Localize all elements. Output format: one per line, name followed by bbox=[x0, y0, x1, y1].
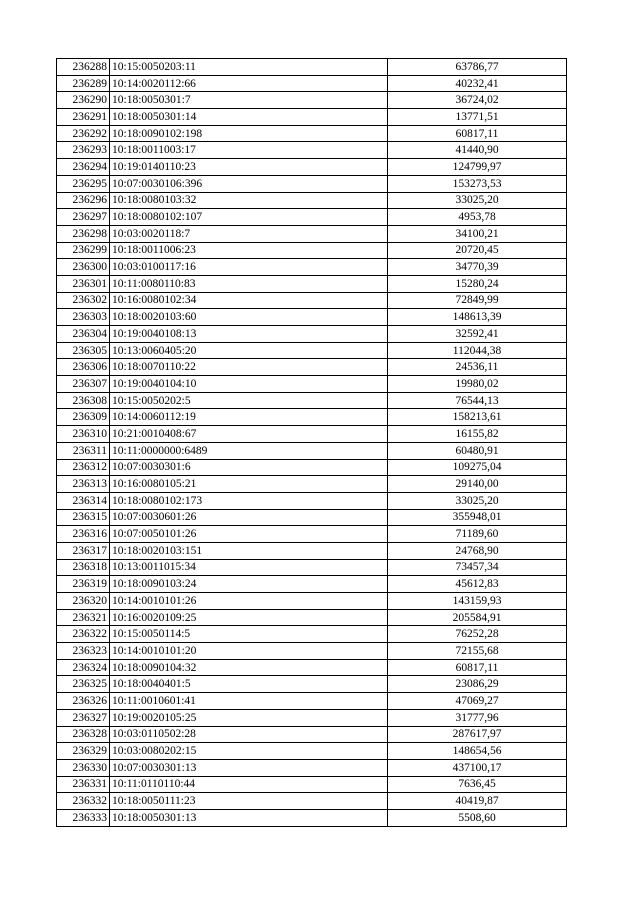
row-number-cell: 236311 bbox=[57, 442, 110, 459]
row-number-cell: 236299 bbox=[57, 242, 110, 259]
row-number-cell: 236330 bbox=[57, 759, 110, 776]
amount-cell: 34100,21 bbox=[388, 225, 567, 242]
cadastral-number-cell: 10:11:0000000:6489 bbox=[110, 442, 388, 459]
cadastral-number-cell: 10:03:0110502:28 bbox=[110, 726, 388, 743]
cadastral-number-cell: 10:14:0020112:66 bbox=[110, 75, 388, 92]
table-row bbox=[57, 793, 567, 810]
row-number-cell: 236326 bbox=[57, 693, 110, 710]
table-row bbox=[57, 175, 567, 192]
amount-cell: 205584,91 bbox=[388, 609, 567, 626]
row-number-cell: 236331 bbox=[57, 776, 110, 793]
amount-cell: 158213,61 bbox=[388, 409, 567, 426]
amount-cell: 13771,51 bbox=[388, 109, 567, 126]
amount-cell: 23086,29 bbox=[388, 676, 567, 693]
table-row bbox=[57, 659, 567, 676]
cadastral-number-cell: 10:21:0010408:67 bbox=[110, 426, 388, 443]
table-row bbox=[57, 693, 567, 710]
cadastral-number-cell: 10:18:0050111:23 bbox=[110, 793, 388, 810]
row-number-cell: 236310 bbox=[57, 426, 110, 443]
cadastral-number-cell: 10:13:0060405:20 bbox=[110, 342, 388, 359]
cadastral-number-cell: 10:18:0040401:5 bbox=[110, 676, 388, 693]
table-row bbox=[57, 442, 567, 459]
table-row bbox=[57, 409, 567, 426]
row-number-cell: 236304 bbox=[57, 326, 110, 343]
amount-cell: 16155,82 bbox=[388, 426, 567, 443]
amount-cell: 7636,45 bbox=[388, 776, 567, 793]
cadastral-number-cell: 10:16:0020109:25 bbox=[110, 609, 388, 626]
cadastral-number-cell: 10:18:0020103:60 bbox=[110, 309, 388, 326]
row-number-cell: 236297 bbox=[57, 209, 110, 226]
amount-cell: 24536,11 bbox=[388, 359, 567, 376]
cadastral-number-cell: 10:07:0030601:26 bbox=[110, 509, 388, 526]
table-row bbox=[57, 726, 567, 743]
table-row bbox=[57, 676, 567, 693]
amount-cell: 31777,96 bbox=[388, 709, 567, 726]
amount-cell: 33025,20 bbox=[388, 492, 567, 509]
row-number-cell: 236328 bbox=[57, 726, 110, 743]
table-row bbox=[57, 109, 567, 126]
amount-cell: 71189,60 bbox=[388, 526, 567, 543]
amount-cell: 40232,41 bbox=[388, 75, 567, 92]
row-number-cell: 236306 bbox=[57, 359, 110, 376]
amount-cell: 63786,77 bbox=[388, 59, 567, 76]
row-number-cell: 236325 bbox=[57, 676, 110, 693]
cadastral-number-cell: 10:19:0020105:25 bbox=[110, 709, 388, 726]
row-number-cell: 236293 bbox=[57, 142, 110, 159]
cadastral-number-cell: 10:16:0080102:34 bbox=[110, 292, 388, 309]
row-number-cell: 236296 bbox=[57, 192, 110, 209]
table-row bbox=[57, 125, 567, 142]
cadastral-number-cell: 10:18:0090103:24 bbox=[110, 576, 388, 593]
table-row bbox=[57, 542, 567, 559]
row-number-cell: 236316 bbox=[57, 526, 110, 543]
row-number-cell: 236303 bbox=[57, 309, 110, 326]
cadastral-number-cell: 10:07:0030301:6 bbox=[110, 459, 388, 476]
cadastral-number-cell: 10:19:0140110:23 bbox=[110, 159, 388, 176]
row-number-cell: 236298 bbox=[57, 225, 110, 242]
row-number-cell: 236288 bbox=[57, 59, 110, 76]
row-number-cell: 236327 bbox=[57, 709, 110, 726]
table-row bbox=[57, 59, 567, 76]
row-number-cell: 236307 bbox=[57, 376, 110, 393]
row-number-cell: 236321 bbox=[57, 609, 110, 626]
table-row bbox=[57, 142, 567, 159]
amount-cell: 15280,24 bbox=[388, 275, 567, 292]
cadastral-number-cell: 10:19:0040104:10 bbox=[110, 376, 388, 393]
cadastral-number-cell: 10:13:0011015:34 bbox=[110, 559, 388, 576]
cadastral-number-cell: 10:15:0050203:11 bbox=[110, 59, 388, 76]
amount-cell: 29140,00 bbox=[388, 476, 567, 493]
amount-cell: 45612,83 bbox=[388, 576, 567, 593]
amount-cell: 148613,39 bbox=[388, 309, 567, 326]
cadastral-number-cell: 10:14:0010101:26 bbox=[110, 593, 388, 610]
cadastral-number-cell: 10:07:0050101:26 bbox=[110, 526, 388, 543]
row-number-cell: 236324 bbox=[57, 659, 110, 676]
row-number-cell: 236309 bbox=[57, 409, 110, 426]
row-number-cell: 236313 bbox=[57, 476, 110, 493]
row-number-cell: 236300 bbox=[57, 259, 110, 276]
cadastral-number-cell: 10:11:0080110:83 bbox=[110, 275, 388, 292]
row-number-cell: 236317 bbox=[57, 542, 110, 559]
table-row bbox=[57, 626, 567, 643]
table-row bbox=[57, 809, 567, 826]
table-row bbox=[57, 476, 567, 493]
amount-cell: 33025,20 bbox=[388, 192, 567, 209]
row-number-cell: 236291 bbox=[57, 109, 110, 126]
cadastral-number-cell: 10:14:0010101:20 bbox=[110, 643, 388, 660]
row-number-cell: 236294 bbox=[57, 159, 110, 176]
table-row bbox=[57, 576, 567, 593]
row-number-cell: 236322 bbox=[57, 626, 110, 643]
cadastral-number-cell: 10:19:0040108:13 bbox=[110, 326, 388, 343]
table-row bbox=[57, 426, 567, 443]
table-row bbox=[57, 709, 567, 726]
amount-cell: 72849,99 bbox=[388, 292, 567, 309]
cadastral-number-cell: 10:15:0050114:5 bbox=[110, 626, 388, 643]
table-row bbox=[57, 326, 567, 343]
row-number-cell: 236314 bbox=[57, 492, 110, 509]
table-row bbox=[57, 609, 567, 626]
amount-cell: 76544,13 bbox=[388, 392, 567, 409]
amount-cell: 72155,68 bbox=[388, 643, 567, 660]
table-row bbox=[57, 342, 567, 359]
row-number-cell: 236292 bbox=[57, 125, 110, 142]
row-number-cell: 236319 bbox=[57, 576, 110, 593]
row-number-cell: 236318 bbox=[57, 559, 110, 576]
table-row bbox=[57, 376, 567, 393]
row-number-cell: 236301 bbox=[57, 275, 110, 292]
amount-cell: 112044,38 bbox=[388, 342, 567, 359]
amount-cell: 60480,91 bbox=[388, 442, 567, 459]
amount-cell: 32592,41 bbox=[388, 326, 567, 343]
amount-cell: 4953,78 bbox=[388, 209, 567, 226]
cadastral-number-cell: 10:18:0080103:32 bbox=[110, 192, 388, 209]
cadastral-number-cell: 10:18:0020103:151 bbox=[110, 542, 388, 559]
table-row bbox=[57, 743, 567, 760]
table-row bbox=[57, 275, 567, 292]
amount-cell: 76252,28 bbox=[388, 626, 567, 643]
table-row bbox=[57, 759, 567, 776]
table-row bbox=[57, 359, 567, 376]
row-number-cell: 236308 bbox=[57, 392, 110, 409]
amount-cell: 60817,11 bbox=[388, 125, 567, 142]
table-row bbox=[57, 92, 567, 109]
row-number-cell: 236295 bbox=[57, 175, 110, 192]
row-number-cell: 236333 bbox=[57, 809, 110, 826]
row-number-cell: 236312 bbox=[57, 459, 110, 476]
row-number-cell: 236289 bbox=[57, 75, 110, 92]
row-number-cell: 236332 bbox=[57, 793, 110, 810]
table-row bbox=[57, 509, 567, 526]
amount-cell: 20720,45 bbox=[388, 242, 567, 259]
row-number-cell: 236302 bbox=[57, 292, 110, 309]
cadastral-number-cell: 10:07:0030301:13 bbox=[110, 759, 388, 776]
amount-cell: 153273,53 bbox=[388, 175, 567, 192]
row-number-cell: 236320 bbox=[57, 593, 110, 610]
cadastral-number-cell: 10:16:0080105:21 bbox=[110, 476, 388, 493]
cadastral-number-cell: 10:18:0050301:13 bbox=[110, 809, 388, 826]
amount-cell: 24768,90 bbox=[388, 542, 567, 559]
amount-cell: 437100,17 bbox=[388, 759, 567, 776]
cadastral-number-cell: 10:18:0090104:32 bbox=[110, 659, 388, 676]
cadastral-number-cell: 10:03:0080202:15 bbox=[110, 743, 388, 760]
amount-cell: 40419,87 bbox=[388, 793, 567, 810]
table-row bbox=[57, 526, 567, 543]
amount-cell: 41440,90 bbox=[388, 142, 567, 159]
cadastral-number-cell: 10:03:0100117:16 bbox=[110, 259, 388, 276]
cadastral-number-cell: 10:18:0011006:23 bbox=[110, 242, 388, 259]
cadastral-number-cell: 10:15:0050202:5 bbox=[110, 392, 388, 409]
table-row bbox=[57, 392, 567, 409]
table-row bbox=[57, 259, 567, 276]
table-row bbox=[57, 209, 567, 226]
row-number-cell: 236305 bbox=[57, 342, 110, 359]
amount-cell: 36724,02 bbox=[388, 92, 567, 109]
row-number-cell: 236323 bbox=[57, 643, 110, 660]
amount-cell: 5508,60 bbox=[388, 809, 567, 826]
cadastral-number-cell: 10:07:0030106:396 bbox=[110, 175, 388, 192]
amount-cell: 109275,04 bbox=[388, 459, 567, 476]
amount-cell: 355948,01 bbox=[388, 509, 567, 526]
table-row bbox=[57, 75, 567, 92]
table-row bbox=[57, 459, 567, 476]
table-row bbox=[57, 492, 567, 509]
cadastral-number-cell: 10:03:0020118:7 bbox=[110, 225, 388, 242]
cadastral-number-cell: 10:18:0050301:14 bbox=[110, 109, 388, 126]
table-row bbox=[57, 776, 567, 793]
table-row bbox=[57, 643, 567, 660]
cadastral-number-cell: 10:18:0080102:173 bbox=[110, 492, 388, 509]
amount-cell: 148654,56 bbox=[388, 743, 567, 760]
cadastral-number-cell: 10:11:0110110:44 bbox=[110, 776, 388, 793]
amount-cell: 47069,27 bbox=[388, 693, 567, 710]
cadastral-number-cell: 10:11:0010601:41 bbox=[110, 693, 388, 710]
table-row bbox=[57, 225, 567, 242]
amount-cell: 19980,02 bbox=[388, 376, 567, 393]
table-row bbox=[57, 292, 567, 309]
amount-cell: 73457,34 bbox=[388, 559, 567, 576]
cadastral-number-cell: 10:18:0080102:107 bbox=[110, 209, 388, 226]
cadastral-number-cell: 10:18:0050301:7 bbox=[110, 92, 388, 109]
amount-cell: 60817,11 bbox=[388, 659, 567, 676]
amount-cell: 124799,97 bbox=[388, 159, 567, 176]
amount-cell: 287617,97 bbox=[388, 726, 567, 743]
row-number-cell: 236329 bbox=[57, 743, 110, 760]
amount-cell: 143159,93 bbox=[388, 593, 567, 610]
cadastral-number-cell: 10:14:0060112:19 bbox=[110, 409, 388, 426]
table-row bbox=[57, 309, 567, 326]
table-row bbox=[57, 559, 567, 576]
cadastral-number-cell: 10:18:0090102:198 bbox=[110, 125, 388, 142]
table-row bbox=[57, 593, 567, 610]
data-table bbox=[56, 58, 567, 827]
table-row bbox=[57, 159, 567, 176]
table-row bbox=[57, 192, 567, 209]
table-row bbox=[57, 242, 567, 259]
cadastral-number-cell: 10:18:0011003:17 bbox=[110, 142, 388, 159]
table-body bbox=[57, 59, 567, 827]
amount-cell: 34770,39 bbox=[388, 259, 567, 276]
cadastral-number-cell: 10:18:0070110:22 bbox=[110, 359, 388, 376]
row-number-cell: 236315 bbox=[57, 509, 110, 526]
row-number-cell: 236290 bbox=[57, 92, 110, 109]
